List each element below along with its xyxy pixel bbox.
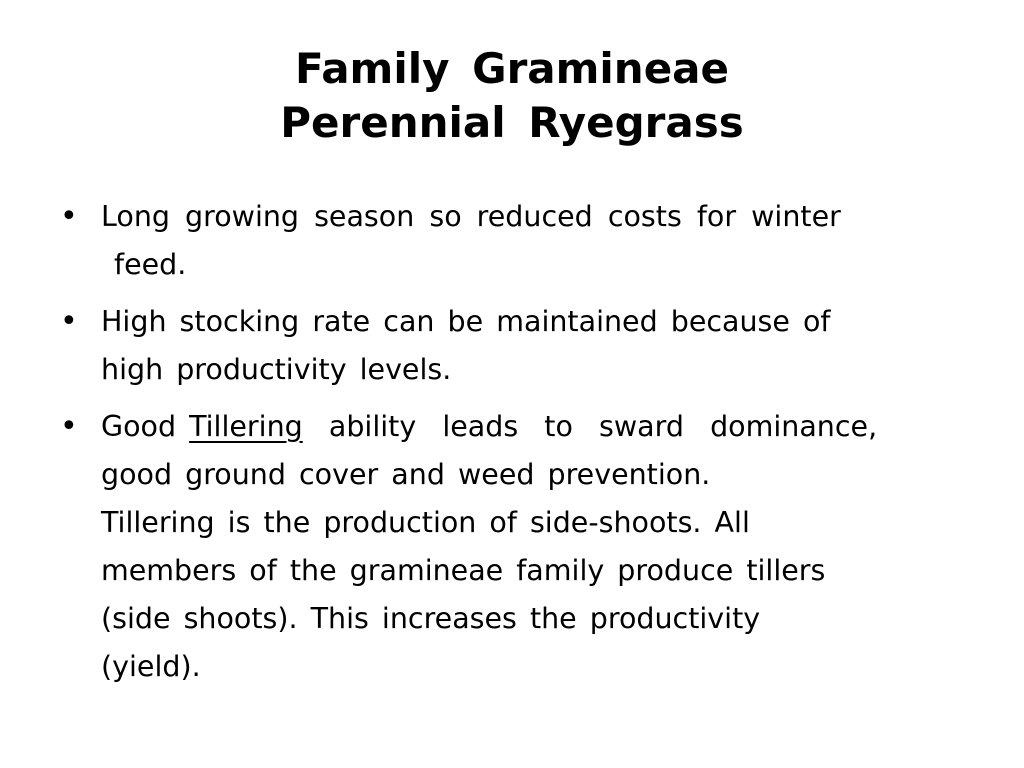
bullet-3-line-2: good ground cover and weed prevention. bbox=[101, 458, 711, 491]
bullet-3-line-4: members of the gramineae family produce tillers bbox=[101, 554, 826, 587]
bullet-3-line-5: (side shoots). This increases the productivity bbox=[101, 602, 761, 635]
tillering-term: Tillering bbox=[189, 410, 303, 443]
slide-title bbox=[0, 42, 1024, 150]
bullet-icon: • bbox=[60, 304, 78, 339]
bullet-1-line-2: feed. bbox=[101, 248, 187, 281]
bullet-icon: • bbox=[60, 199, 78, 234]
bullet-item-1 bbox=[60, 193, 960, 289]
bullet-3-line-3: Tillering is the production of side-shoots. All bbox=[101, 506, 750, 539]
bullet-icon: • bbox=[60, 409, 78, 444]
bullet-list bbox=[60, 193, 960, 700]
bullet-2-line-2: high productivity levels. bbox=[101, 353, 452, 386]
bullet-item-2 bbox=[60, 298, 960, 394]
bullet-3-line-1 bbox=[101, 403, 960, 451]
title-line-1: Family Gramineae bbox=[294, 44, 730, 93]
bullet-item-3 bbox=[60, 403, 960, 691]
bullet-3-prefix: Good bbox=[101, 410, 190, 443]
bullet-3-line-6: (yield). bbox=[101, 650, 201, 683]
bullet-1-line-1: Long growing season so reduced costs for winter bbox=[101, 200, 841, 233]
bullet-2-line-1: High stocking rate can be maintained because of bbox=[101, 305, 831, 338]
bullet-3-suffix: ability leads to sward dominance, bbox=[302, 410, 878, 443]
title-line-2: Perennial Ryegrass bbox=[280, 98, 744, 147]
